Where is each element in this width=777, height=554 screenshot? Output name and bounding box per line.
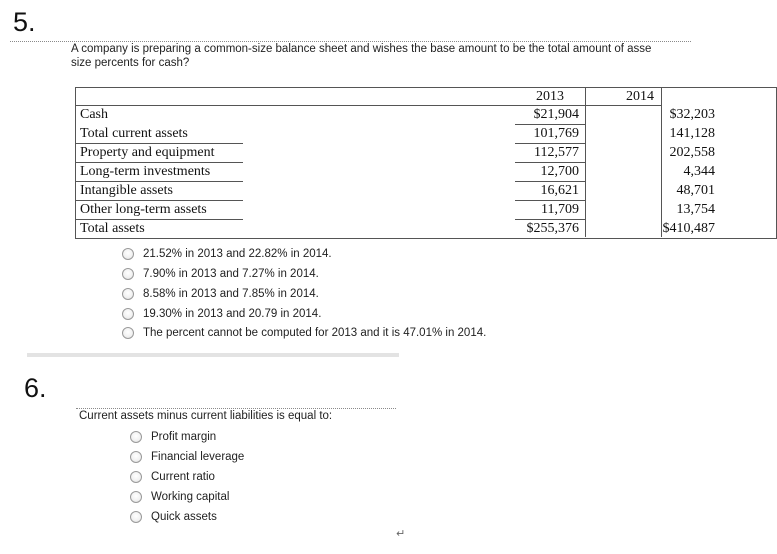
answer-option-label: Financial leverage xyxy=(151,451,245,463)
radio-button[interactable] xyxy=(130,471,142,483)
answer-option-label: Profit margin xyxy=(151,431,217,443)
question-separator xyxy=(76,408,396,409)
row-label-total-current-assets: Total current assets xyxy=(80,126,188,141)
cell-2014-total-assets: $410,487 xyxy=(662,221,715,236)
row-label-total-assets: Total assets xyxy=(80,221,145,236)
column-divider xyxy=(585,87,586,237)
question-number: 6. xyxy=(24,373,47,403)
answer-option-label: Working capital xyxy=(151,491,230,503)
answer-option[interactable] xyxy=(122,245,332,263)
cell-2014-total-current-assets: 141,128 xyxy=(669,126,715,141)
radio-button[interactable] xyxy=(122,248,134,260)
answer-option-label: Current ratio xyxy=(151,471,215,483)
radio-button[interactable] xyxy=(130,431,142,443)
cell-2013-total-assets: $255,376 xyxy=(526,221,579,236)
answer-option-label: 19.30% in 2013 and 20.79 in 2014. xyxy=(143,308,322,320)
cell-2013-cash: $21,904 xyxy=(533,107,579,122)
answer-option[interactable] xyxy=(130,508,217,526)
cell-2013-intangible-assets: 16,621 xyxy=(540,183,579,198)
answer-option-label: The percent cannot be computed for 2013 and it is 47.01% in 2014. xyxy=(143,327,487,339)
answer-option[interactable] xyxy=(122,285,319,303)
answer-option-label: 7.90% in 2013 and 7.27% in 2014. xyxy=(143,268,319,280)
radio-button[interactable] xyxy=(130,491,142,503)
answer-option[interactable] xyxy=(130,468,215,486)
cell-2014-long-term-investments: 4,344 xyxy=(683,164,715,179)
column-header-2014: 2014 xyxy=(626,89,654,104)
cell-2014-other-long-term-assets: 13,754 xyxy=(676,202,715,217)
answer-option-label: Quick assets xyxy=(151,511,217,523)
radio-button[interactable] xyxy=(122,268,134,280)
row-label-property-equipment: Property and equipment xyxy=(80,145,215,160)
cell-2014-property-equipment: 202,558 xyxy=(669,145,715,160)
radio-button[interactable] xyxy=(130,451,142,463)
answer-option[interactable] xyxy=(130,448,244,466)
radio-button[interactable] xyxy=(122,308,134,320)
row-label-other-long-term-assets: Other long-term assets xyxy=(80,202,207,217)
row-label-intangible-assets: Intangible assets xyxy=(80,183,173,198)
answer-option[interactable] xyxy=(130,428,216,446)
question-prompt-line1: A company is preparing a common-size balance sheet and wishes the base amount to be the total amount of asse xyxy=(71,43,652,55)
question-number: 5. xyxy=(13,7,36,37)
radio-button[interactable] xyxy=(122,327,134,339)
radio-button[interactable] xyxy=(130,511,142,523)
cell-2013-property-equipment: 112,577 xyxy=(534,145,579,160)
row-label-long-term-investments: Long-term investments xyxy=(80,164,211,179)
question-prompt-line2: size percents for cash? xyxy=(71,57,190,69)
cell-2013-total-current-assets: 101,769 xyxy=(533,126,579,141)
answer-option-label: 8.58% in 2013 and 7.85% in 2014. xyxy=(143,288,319,300)
balance-sheet-table xyxy=(75,87,715,239)
answer-option[interactable] xyxy=(130,488,229,506)
cell-2013-other-long-term-assets: 11,709 xyxy=(541,202,579,217)
cell-2013-long-term-investments: 12,700 xyxy=(540,164,579,179)
cell-2014-intangible-assets: 48,701 xyxy=(676,183,715,198)
answer-option[interactable] xyxy=(122,305,321,323)
return-icon: ↵ xyxy=(396,527,406,540)
radio-button[interactable] xyxy=(122,288,134,300)
question-prompt: Current assets minus current liabilities is equal to: xyxy=(79,410,333,422)
question-separator xyxy=(10,41,691,42)
row-label-cash: Cash xyxy=(80,107,108,122)
cell-2014-cash: $32,203 xyxy=(669,107,715,122)
answer-option-label: 21.52% in 2013 and 22.82% in 2014. xyxy=(143,248,332,260)
answer-option[interactable] xyxy=(122,324,486,342)
question-divider xyxy=(27,353,399,357)
column-header-2013: 2013 xyxy=(536,89,564,104)
answer-option[interactable] xyxy=(122,265,319,283)
